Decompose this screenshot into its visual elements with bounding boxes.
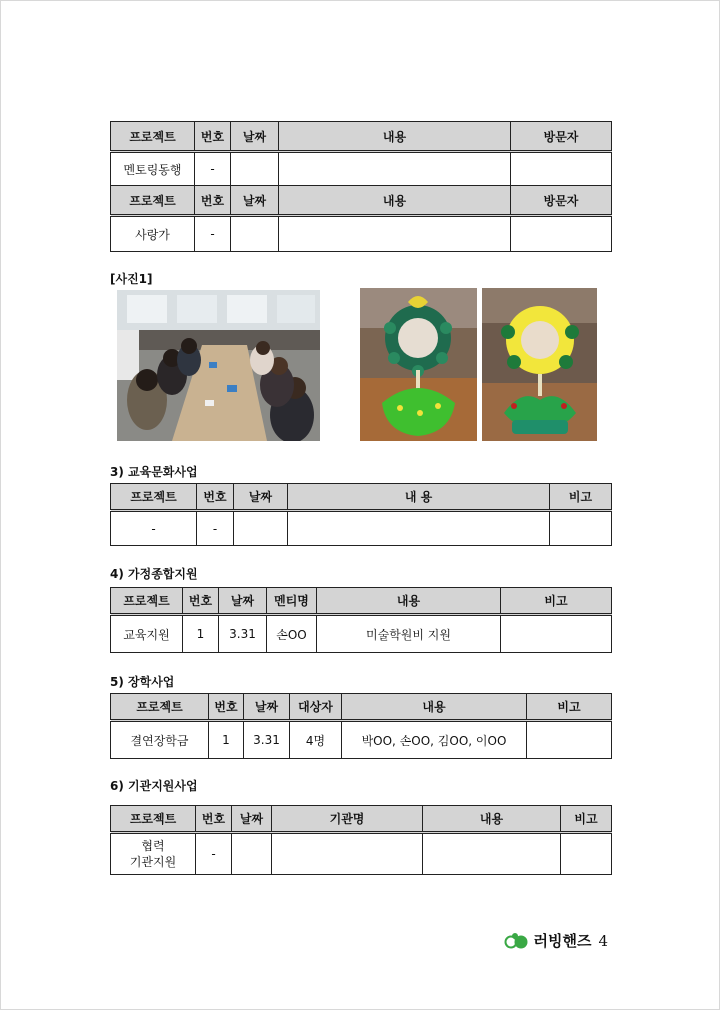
photo-caption: [사진1] (110, 272, 153, 286)
header-project: 프로젝트 (111, 186, 195, 216)
cell-content (423, 833, 561, 875)
header-content: 내용 (279, 122, 511, 152)
yellow-wreath-photo (482, 288, 597, 441)
cell-date (231, 216, 279, 252)
cell-date (231, 152, 279, 186)
cell-project: 교육지원 (111, 615, 183, 653)
mentoring-table (110, 121, 612, 186)
header-project: 프로젝트 (111, 588, 183, 615)
cell-project-line2: 기관지원 (129, 855, 177, 869)
cell-institution (272, 833, 423, 875)
cell-content (288, 511, 550, 546)
header-date: 날짜 (232, 806, 272, 833)
header-number: 번호 (197, 484, 234, 511)
header-number: 번호 (195, 122, 231, 152)
institution-support-table (110, 805, 612, 875)
cell-content (279, 152, 511, 186)
cell-date (232, 833, 272, 875)
header-content: 내용 (279, 186, 511, 216)
section-6-title: 6) 기관지원사업 (110, 779, 198, 793)
cell-project: 결연장학금 (111, 721, 209, 759)
header-recipient: 대상자 (290, 694, 342, 721)
cell-date (234, 511, 288, 546)
page-number: 4 (598, 931, 608, 950)
header-date: 날짜 (231, 186, 279, 216)
cell-project (111, 833, 196, 875)
header-project: 프로젝트 (111, 122, 195, 152)
saranga-table (110, 185, 612, 252)
header-institution: 기관명 (272, 806, 423, 833)
group-photo (117, 290, 320, 441)
cell-project-line1: 협력 (141, 839, 165, 853)
wreath-craft-photo (360, 288, 477, 441)
cell-content: 박OO, 손OO, 김OO, 이OO (342, 721, 527, 759)
header-date: 날짜 (231, 122, 279, 152)
header-visitor: 방문자 (511, 122, 612, 152)
header-note: 비고 (527, 694, 612, 721)
header-project: 프로젝트 (111, 806, 196, 833)
scholarship-table (110, 693, 612, 759)
family-support-table (110, 587, 612, 653)
cell-project: - (111, 511, 197, 546)
cell-note (561, 833, 612, 875)
header-date: 날짜 (244, 694, 290, 721)
section-4-title: 4) 가정종합지원 (110, 567, 198, 581)
header-number: 번호 (209, 694, 244, 721)
section-5-title: 5) 장학사업 (110, 675, 175, 689)
cell-note (550, 511, 612, 546)
header-project: 프로젝트 (111, 484, 197, 511)
education-culture-table (110, 483, 612, 546)
cell-mentee: 손OO (267, 615, 317, 653)
cell-note (527, 721, 612, 759)
cell-number: - (195, 216, 231, 252)
cell-project: 멘토링동행 (111, 152, 195, 186)
cell-visitor (511, 152, 612, 186)
section-3-title: 3) 교육문화사업 (110, 465, 198, 479)
header-note: 비고 (501, 588, 612, 615)
header-number: 번호 (196, 806, 232, 833)
cell-recipient: 4명 (290, 721, 342, 759)
cell-number: 1 (183, 615, 219, 653)
cell-number: - (195, 152, 231, 186)
cell-date: 3.31 (219, 615, 267, 653)
cell-visitor (511, 216, 612, 252)
cell-number: 1 (209, 721, 244, 759)
cell-date: 3.31 (244, 721, 290, 759)
hands-logo-icon (504, 932, 530, 950)
cell-project: 사랑가 (111, 216, 195, 252)
header-content: 내용 (423, 806, 561, 833)
footer-logo (504, 930, 608, 951)
header-content: 내용 (317, 588, 501, 615)
header-note: 비고 (550, 484, 612, 511)
header-mentee: 멘티명 (267, 588, 317, 615)
header-content: 내용 (342, 694, 527, 721)
header-visitor: 방문자 (511, 186, 612, 216)
header-date: 날짜 (219, 588, 267, 615)
header-note: 비고 (561, 806, 612, 833)
cell-content (279, 216, 511, 252)
header-number: 번호 (195, 186, 231, 216)
cell-content: 미술학원비 지원 (317, 615, 501, 653)
brand-name: 러빙핸즈 (533, 932, 592, 950)
header-content: 내 용 (288, 484, 550, 511)
cell-note (501, 615, 612, 653)
header-project: 프로젝트 (111, 694, 209, 721)
header-date: 날짜 (234, 484, 288, 511)
cell-number: - (196, 833, 232, 875)
cell-number: - (197, 511, 234, 546)
header-number: 번호 (183, 588, 219, 615)
